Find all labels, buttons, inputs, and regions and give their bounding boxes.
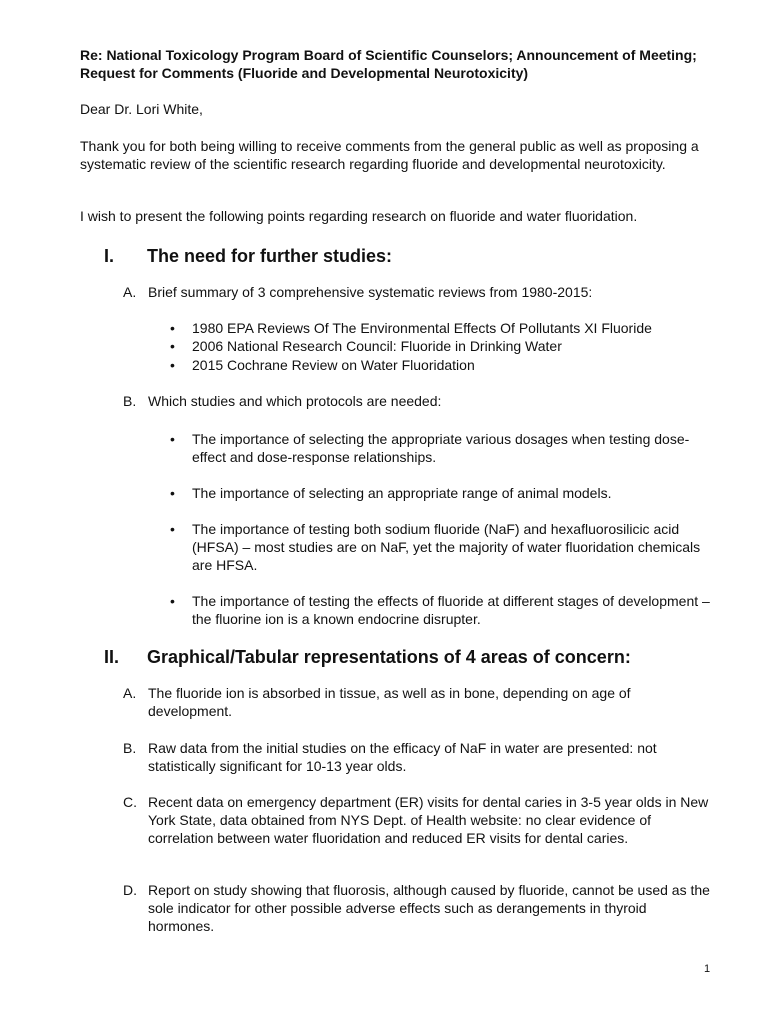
list-item bbox=[123, 881, 713, 935]
list-item bbox=[123, 392, 713, 410]
bullet-text: 1980 EPA Reviews Of The Environmental Effects Of Pollutants XI Fluoride bbox=[192, 320, 652, 336]
item-marker: A. bbox=[123, 284, 137, 300]
bullet-icon: • bbox=[170, 593, 175, 609]
bullet-item bbox=[170, 337, 715, 355]
bullet-icon: • bbox=[170, 431, 175, 447]
item-marker: B. bbox=[123, 740, 137, 756]
item-marker: C. bbox=[123, 794, 137, 810]
item-text: Raw data from the initial studies on the efficacy of NaF in water are presented: not statistically significant for 10-13 year olds. bbox=[148, 740, 657, 774]
lead-paragraph: I wish to present the following points regarding research on fluoride and water fluoridation. bbox=[80, 208, 638, 224]
item-text: Report on study showing that fluorosis, although caused by fluoride, cannot be used as the sole indicator for other possible adverse effects such as derangements in thyroid hormones. bbox=[148, 882, 710, 934]
bullet-item bbox=[170, 484, 715, 502]
section-numeral: II. bbox=[104, 647, 120, 667]
bullet-icon: • bbox=[170, 521, 175, 537]
item-marker: D. bbox=[123, 882, 137, 898]
bullet-item bbox=[170, 430, 715, 466]
bullet-icon: • bbox=[170, 320, 175, 336]
bullet-item bbox=[170, 592, 715, 628]
bullet-icon: • bbox=[170, 357, 175, 373]
bullet-text: The importance of testing the effects of fluoride at different stages of development – the fluorine ion is a known endocrine disrupter. bbox=[192, 593, 710, 627]
list-item bbox=[123, 793, 713, 847]
bullet-item bbox=[170, 520, 715, 574]
item-text: Brief summary of 3 comprehensive systematic reviews from 1980-2015: bbox=[148, 284, 593, 300]
bullet-text: 2015 Cochrane Review on Water Fluoridation bbox=[192, 357, 475, 373]
item-marker: B. bbox=[123, 393, 137, 409]
bullet-item bbox=[170, 319, 715, 337]
list-item bbox=[123, 283, 713, 301]
bullet-text: The importance of selecting an appropriate range of animal models. bbox=[192, 485, 612, 501]
bullet-icon: • bbox=[170, 338, 175, 354]
list-item bbox=[123, 684, 713, 720]
salutation: Dear Dr. Lori White, bbox=[80, 101, 203, 117]
item-text: Which studies and which protocols are needed: bbox=[148, 393, 442, 409]
intro-paragraph: Thank you for both being willing to receive comments from the general public as well as proposing a systematic review of the scientific research regarding fluoride and developmental neurotoxicity. bbox=[80, 138, 699, 172]
item-text: Recent data on emergency department (ER) visits for dental caries in 3-5 year olds in New York State, data obtained from NYS Dept. of Health website: no clear evidence of correlation between water fluoridation and reduced ER visits for dental caries. bbox=[148, 794, 709, 846]
bullet-text: 2006 National Research Council: Fluoride in Drinking Water bbox=[192, 338, 562, 354]
section-title: Graphical/Tabular representations of 4 areas of concern: bbox=[147, 647, 631, 667]
bullet-text: The importance of testing both sodium fluoride (NaF) and hexafluorosilicic acid (HFSA) – most studies are on NaF, yet the majority of water fluoridation chemicals are HFSA. bbox=[192, 521, 701, 573]
page-number: 1 bbox=[704, 963, 711, 975]
bullet-item bbox=[170, 356, 715, 374]
item-text: The fluoride ion is absorbed in tissue, as well as in bone, depending on age of development. bbox=[148, 685, 631, 719]
section-title: The need for further studies: bbox=[147, 246, 393, 266]
section-numeral: I. bbox=[104, 246, 115, 266]
bullet-text: The importance of selecting the appropriate various dosages when testing dose-effect and dose-response relationships. bbox=[192, 431, 690, 465]
bullet-icon: • bbox=[170, 485, 175, 501]
list-item bbox=[123, 739, 713, 775]
item-marker: A. bbox=[123, 685, 137, 701]
letter-subject: Re: National Toxicology Program Board of Scientific Counselors; Announcement of Meeting; Request for Comments (Fluoride and Developmental Neurotoxicity) bbox=[80, 47, 697, 81]
